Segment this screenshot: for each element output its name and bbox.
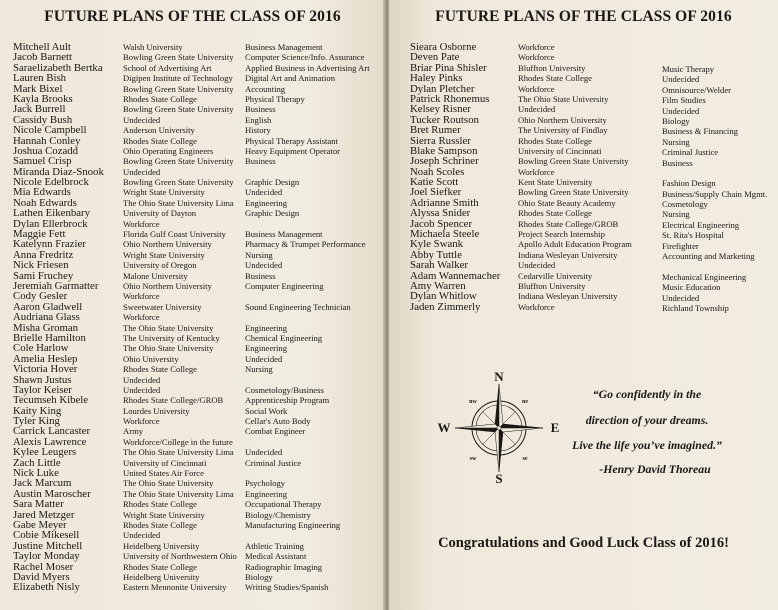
student-name: Patrick Rhonemus [410, 92, 490, 105]
student-name: Hannah Conley [13, 134, 81, 147]
student-career: Digital Art and Animation [245, 73, 335, 84]
student-school: Rhodes State College [518, 208, 592, 219]
student-name: Dylan Ellerbrock [13, 217, 88, 230]
student-career [245, 530, 370, 540]
compass-sw-label: sw [469, 456, 477, 462]
right-schools-column [518, 42, 632, 312]
right-page [389, 0, 778, 610]
student-career: Biology [245, 571, 273, 582]
student-name: Dylan Pletcher [410, 82, 475, 95]
student-name: Katelynn Frazier [13, 238, 86, 251]
student-career: Biology/Chemistry [245, 509, 311, 520]
student-name: Blake Sampson [410, 144, 478, 157]
student-career: Undecided [662, 74, 700, 85]
student-school: Bluffton University [518, 62, 586, 73]
student-name: Kelsey Risner [410, 103, 471, 116]
student-career [245, 291, 370, 301]
student-school: The Ohio State University [123, 478, 214, 489]
student-school: Heidelberg University [123, 571, 200, 582]
student-career: Computer Science/Info. Assurance [245, 52, 365, 63]
student-name: Miranda Diaz-Snook [13, 165, 104, 178]
student-name: Saraelizabeth Bertka [13, 61, 103, 74]
student-school: Indiana Wesleyan University [518, 291, 618, 302]
student-career [662, 261, 767, 271]
student-school: Workforce [123, 312, 160, 323]
student-career: St. Rita's Hospital [662, 230, 724, 241]
student-school: Workforce [518, 166, 555, 177]
student-name: Amelia Heslep [13, 352, 78, 365]
student-career: Undecided [662, 105, 700, 116]
student-name: Aaron Gladwell [13, 300, 83, 313]
student-school: The University of Kentucky [123, 332, 220, 343]
student-career: Pharmacy & Trumpet Performance [245, 239, 366, 250]
student-name: Alexis Lawrence [13, 435, 87, 448]
student-name: Nicole Edelbrock [13, 176, 89, 189]
student-name: Cassidy Bush [13, 113, 73, 126]
student-school: The Ohio State University Lima [123, 488, 234, 499]
student-career: Film Studies [662, 95, 706, 106]
student-career: English [245, 114, 272, 125]
student-school: The Ohio State University Lima [123, 197, 234, 208]
student-name: Dylan Whitlow [410, 290, 477, 303]
quote-line-2: direction of your dreams. [585, 413, 709, 427]
student-school: Undecided [123, 530, 161, 541]
student-name: Justine Mitchell [13, 539, 83, 552]
student-career: Fashion Design [662, 178, 716, 189]
student-career: Physical Therapy Assistant [245, 135, 338, 146]
student-school: University of Cincinnati [518, 145, 602, 156]
student-career: Graphic Design [245, 177, 300, 188]
student-career: Business & Financing [662, 126, 738, 137]
student-name: Adrianne Smith [410, 196, 479, 209]
student-career: Undecided [245, 187, 283, 198]
student-school: Workforce [123, 416, 160, 427]
student-career: Accounting and Marketing [662, 251, 755, 262]
student-name: Haley Pinks [410, 72, 463, 85]
student-school: Workforce [123, 218, 160, 229]
student-career: Undecided [662, 292, 700, 303]
student-career: Mechanical Engineering [662, 271, 747, 282]
student-school: Workforce [123, 291, 160, 302]
quote-line-3: Live the life you’ve imagined.” [572, 438, 722, 452]
student-name: Briar Pina Shisler [410, 61, 487, 74]
student-name: Nick Luke [13, 467, 59, 480]
student-school: Malone University [123, 270, 188, 281]
student-school: Digipen Institute of Technology [123, 73, 233, 84]
student-name: Jack Marcum [13, 477, 72, 490]
student-school: Ohio State Beauty Academy [518, 197, 616, 208]
student-school: Workforce [518, 83, 555, 94]
student-school: Workforce/College in the future [123, 436, 233, 447]
left-careers-column [245, 42, 370, 593]
student-name: Austin Maroscher [13, 487, 91, 500]
student-name: Anna Fredritz [13, 248, 74, 261]
student-name: Jaden Zimmerly [410, 300, 481, 313]
student-name: Nick Friesen [13, 259, 69, 272]
student-school: Ohio Northern University [518, 114, 607, 125]
student-career: Undecided [245, 447, 283, 458]
student-school: Rhodes State College/GROB [123, 395, 224, 406]
student-school: Bluffton University [518, 280, 586, 291]
student-name: Brielle Hamilton [13, 331, 86, 344]
student-career: Engineering [245, 322, 287, 333]
student-school: Bowling Green State University [123, 156, 234, 167]
student-name: Noah Edwards [13, 196, 77, 209]
student-school: The University of Findlay [518, 125, 608, 136]
student-career: Psychology [245, 478, 286, 489]
student-career: Physical Therapy [245, 93, 305, 104]
student-school: Indiana Wesleyan University [518, 249, 618, 260]
student-school: Bowling Green State University [123, 177, 234, 188]
student-school: Wright State University [123, 249, 205, 260]
student-career: Criminal Justice [662, 147, 719, 158]
student-school: The Ohio State University [518, 93, 609, 104]
student-school: Wright State University [123, 509, 205, 520]
student-school: Ohio Operating Engineers [123, 145, 214, 156]
student-school: Bowling Green State University [518, 187, 629, 198]
student-school: Undecided [123, 166, 161, 177]
right-page-title: FUTURE PLANS OF THE CLASS OF 2016 [435, 8, 732, 25]
student-name: Kyle Swank [410, 238, 464, 251]
student-career: Music Therapy [662, 64, 715, 74]
student-career: Business Management [245, 42, 323, 52]
student-name: Tecumseh Kibele [13, 394, 89, 407]
student-school: Bowling Green State University [123, 83, 234, 94]
student-name: David Myers [13, 570, 70, 583]
student-school: Apollo Adult Education Program [518, 239, 632, 250]
student-name: Shawn Justus [13, 373, 72, 386]
student-school: Ohio University [123, 353, 179, 364]
student-career: Nursing [662, 136, 690, 147]
student-career: Nursing [245, 364, 273, 375]
compass-ne-label: ne [522, 399, 528, 405]
student-name: Joseph Schriner [410, 155, 479, 168]
student-school: Workforce [518, 52, 555, 63]
student-school: United States Air Force [123, 468, 204, 479]
student-school: Rhodes State College [123, 561, 197, 572]
student-name: Mark Bixel [13, 82, 63, 95]
student-name: Mia Edwards [13, 186, 71, 199]
student-school: The Ohio State University [123, 343, 214, 354]
student-career: Apprenticeship Program [245, 395, 330, 406]
student-name: Lauren Bish [13, 72, 67, 85]
student-school: Undecided [123, 384, 161, 395]
student-name: Sara Matter [13, 498, 64, 511]
student-career: Music Education [662, 282, 721, 293]
student-name: Jared Metzger [13, 508, 75, 521]
student-name: Abby Tuttle [410, 248, 462, 261]
compass-s-label: S [495, 471, 503, 486]
student-career: Chemical Engineering [245, 332, 323, 343]
student-school: Eastern Mennonite University [123, 582, 227, 593]
student-school: Ohio Northern University [123, 239, 212, 250]
student-name: Taylor Monday [13, 550, 80, 563]
student-school: Rhodes State College [518, 73, 592, 84]
left-page [0, 0, 385, 610]
student-name: Misha Groman [13, 321, 79, 334]
student-career: Firefighter [662, 240, 699, 251]
quote-line-1: “Go confidently in the [592, 387, 702, 401]
student-school: University of Oregon [123, 260, 197, 271]
student-school: Rhodes State College [123, 364, 197, 375]
student-career: Engineering [245, 343, 287, 354]
student-career: Occupational Therapy [245, 499, 322, 510]
student-name: Adam Wannemacher [410, 269, 501, 282]
student-name: Jacob Spencer [410, 217, 473, 230]
student-career: Undecided [245, 260, 283, 271]
student-career: Business [245, 156, 276, 167]
student-career: Business [662, 157, 693, 168]
student-career: Combat Engineer [245, 426, 306, 437]
student-career: Writing Studies/Spanish [245, 582, 329, 593]
student-school: Walsh University [123, 42, 183, 52]
student-career: Applied Business in Advertising Art [245, 62, 370, 73]
student-name: Bret Rumer [410, 124, 461, 137]
student-career: Computer Engineering [245, 280, 324, 291]
student-school: School of Advertising Art [123, 62, 212, 73]
student-career: Heavy Equipment Operator [245, 145, 340, 156]
student-school: Army [123, 426, 144, 437]
student-career: Cosmetology/Business [245, 384, 324, 395]
student-school: Ohio Northern University [123, 280, 212, 291]
congratulations-banner: Congratulations and Good Luck Class of 2016! [438, 535, 729, 551]
student-career: Nursing [662, 209, 690, 220]
student-school: The Ohio State University [123, 322, 214, 333]
student-school: Bowling Green State University [123, 52, 234, 63]
student-name: Deven Pate [410, 51, 460, 64]
left-schools-column [123, 42, 237, 593]
compass-w-label: W [437, 420, 451, 435]
student-school: Wright State University [123, 187, 205, 198]
student-career: Manufacturing Engineering [245, 519, 341, 530]
student-school: Rhodes State College [123, 93, 197, 104]
student-career [245, 468, 370, 478]
student-name: Amy Warren [410, 279, 466, 292]
student-name: Kaity King [13, 404, 62, 417]
student-career: Athletic Training [245, 540, 304, 551]
student-name: Taylor Keiser [13, 383, 72, 396]
student-school: Cedarville University [518, 270, 593, 281]
student-career: Graphic Design [245, 208, 300, 219]
student-school: The Ohio State University Lima [123, 447, 234, 458]
student-career: Social Work [245, 405, 288, 416]
student-career: History [245, 125, 271, 136]
student-name: Sarah Walker [410, 259, 468, 272]
student-name: Tyler King [13, 415, 60, 428]
student-school: Bowling Green State University [518, 156, 629, 167]
student-career [245, 375, 370, 385]
student-name: Nicole Campbell [13, 124, 87, 137]
student-name: Audriana Glass [13, 311, 80, 324]
student-name: Lathen Eikenbary [13, 207, 91, 220]
student-career: Richland Township [662, 302, 729, 313]
student-career: Radiographic Imaging [245, 561, 323, 572]
student-name: Katie Scott [410, 176, 459, 189]
student-name: Cole Harlow [13, 342, 69, 355]
student-name: Maggie Fett [13, 228, 66, 241]
student-name: Jacob Barnett [13, 51, 73, 64]
student-school: Workforce [518, 301, 555, 312]
student-school: Rhodes State College/GROB [518, 218, 619, 229]
student-school: Rhodes State College [123, 135, 197, 146]
student-name: Sierra Russler [410, 134, 471, 147]
student-name: Jack Burrell [13, 103, 66, 116]
student-school: University of Cincinnati [123, 457, 207, 468]
student-career: Engineering [245, 488, 287, 499]
student-school: Bowling Green State University [123, 104, 234, 115]
student-school: Lourdes University [123, 405, 190, 416]
student-career: Business [245, 270, 276, 281]
student-school: Kent State University [518, 177, 593, 188]
student-school: Undecided [123, 374, 161, 385]
compass-nw-label: nw [469, 399, 477, 405]
student-school: University of Dayton [123, 208, 197, 219]
student-name: Victoria Hover [13, 363, 78, 376]
student-school: Undecided [123, 114, 161, 125]
student-name: Alyssa Snider [410, 207, 471, 220]
student-name: Cody Gesler [13, 290, 68, 303]
student-name: Michaela Steele [410, 228, 480, 241]
right-careers-column [662, 64, 767, 313]
student-school: Rhodes State College [123, 499, 197, 510]
student-name: Joel Siefker [410, 186, 462, 199]
student-career [245, 312, 370, 322]
student-career: Accounting [245, 83, 286, 94]
left-names-column [13, 42, 104, 593]
student-school: Rhodes State College [123, 519, 197, 530]
student-career: Sound Engineering Technician [245, 301, 351, 312]
student-career: Engineering [245, 197, 287, 208]
student-name: Jeremiah Garmatter [13, 279, 99, 292]
student-name: Noah Scoles [410, 165, 465, 178]
student-career: Medical Assistant [245, 551, 307, 562]
student-career [245, 437, 370, 447]
student-career: Business [245, 104, 276, 115]
student-school: Rhodes State College [518, 135, 592, 146]
student-career: Criminal Justice [245, 457, 302, 468]
student-career: Biology [662, 115, 690, 126]
student-school: Workforce [518, 42, 555, 52]
student-name: Gabe Meyer [13, 518, 67, 531]
student-school: Sweetwater University [123, 301, 202, 312]
student-school: Florida Gulf Coast University [123, 229, 226, 240]
student-name: Sami Fruchey [13, 269, 74, 282]
compass-n-label: N [494, 369, 504, 384]
student-school: Undecided [518, 260, 556, 271]
student-career: Nursing [245, 249, 273, 260]
student-school: Anderson University [123, 125, 195, 136]
student-career [662, 168, 767, 178]
student-name: Zach Little [13, 456, 61, 469]
student-name: Samuel Crisp [13, 155, 72, 168]
student-name: Carrick Lancaster [13, 425, 91, 438]
student-career: Business/Supply Chain Mgmt. [662, 188, 768, 199]
student-career: Cellar's Auto Body [245, 416, 311, 427]
student-career: Business Management [245, 229, 323, 240]
student-name: Kayla Brooks [13, 92, 73, 105]
student-school: Heidelberg University [123, 540, 200, 551]
student-name: Joshua Cozadd [13, 144, 79, 157]
student-name: Cobie Mikesell [13, 529, 80, 542]
student-school: Undecided [518, 104, 556, 115]
student-name: Kylee Leugers [13, 446, 77, 459]
right-names-column [410, 42, 500, 312]
student-name: Tucker Routson [410, 113, 479, 126]
student-career: Omnisource/Welder [662, 84, 731, 95]
compass-e-label: E [550, 420, 560, 435]
quote-author: -Henry David Thoreau [599, 462, 711, 476]
student-name: Elizabeth Nisly [13, 581, 80, 594]
student-school: University of Northwestern Ohio [123, 551, 237, 562]
student-name: Rachel Moser [13, 560, 74, 573]
student-school: Project Search Internship [518, 229, 605, 240]
student-name: Mitchell Ault [13, 41, 71, 53]
student-career: Cosmetology [662, 199, 708, 210]
student-career: Undecided [245, 353, 283, 364]
compass-se-label: se [522, 456, 528, 462]
student-career [245, 219, 370, 229]
student-name: Sieara Osborne [410, 41, 477, 53]
student-career [245, 167, 370, 177]
student-career: Electrical Engineering [662, 219, 740, 230]
left-page-title: FUTURE PLANS OF THE CLASS OF 2016 [44, 8, 341, 25]
